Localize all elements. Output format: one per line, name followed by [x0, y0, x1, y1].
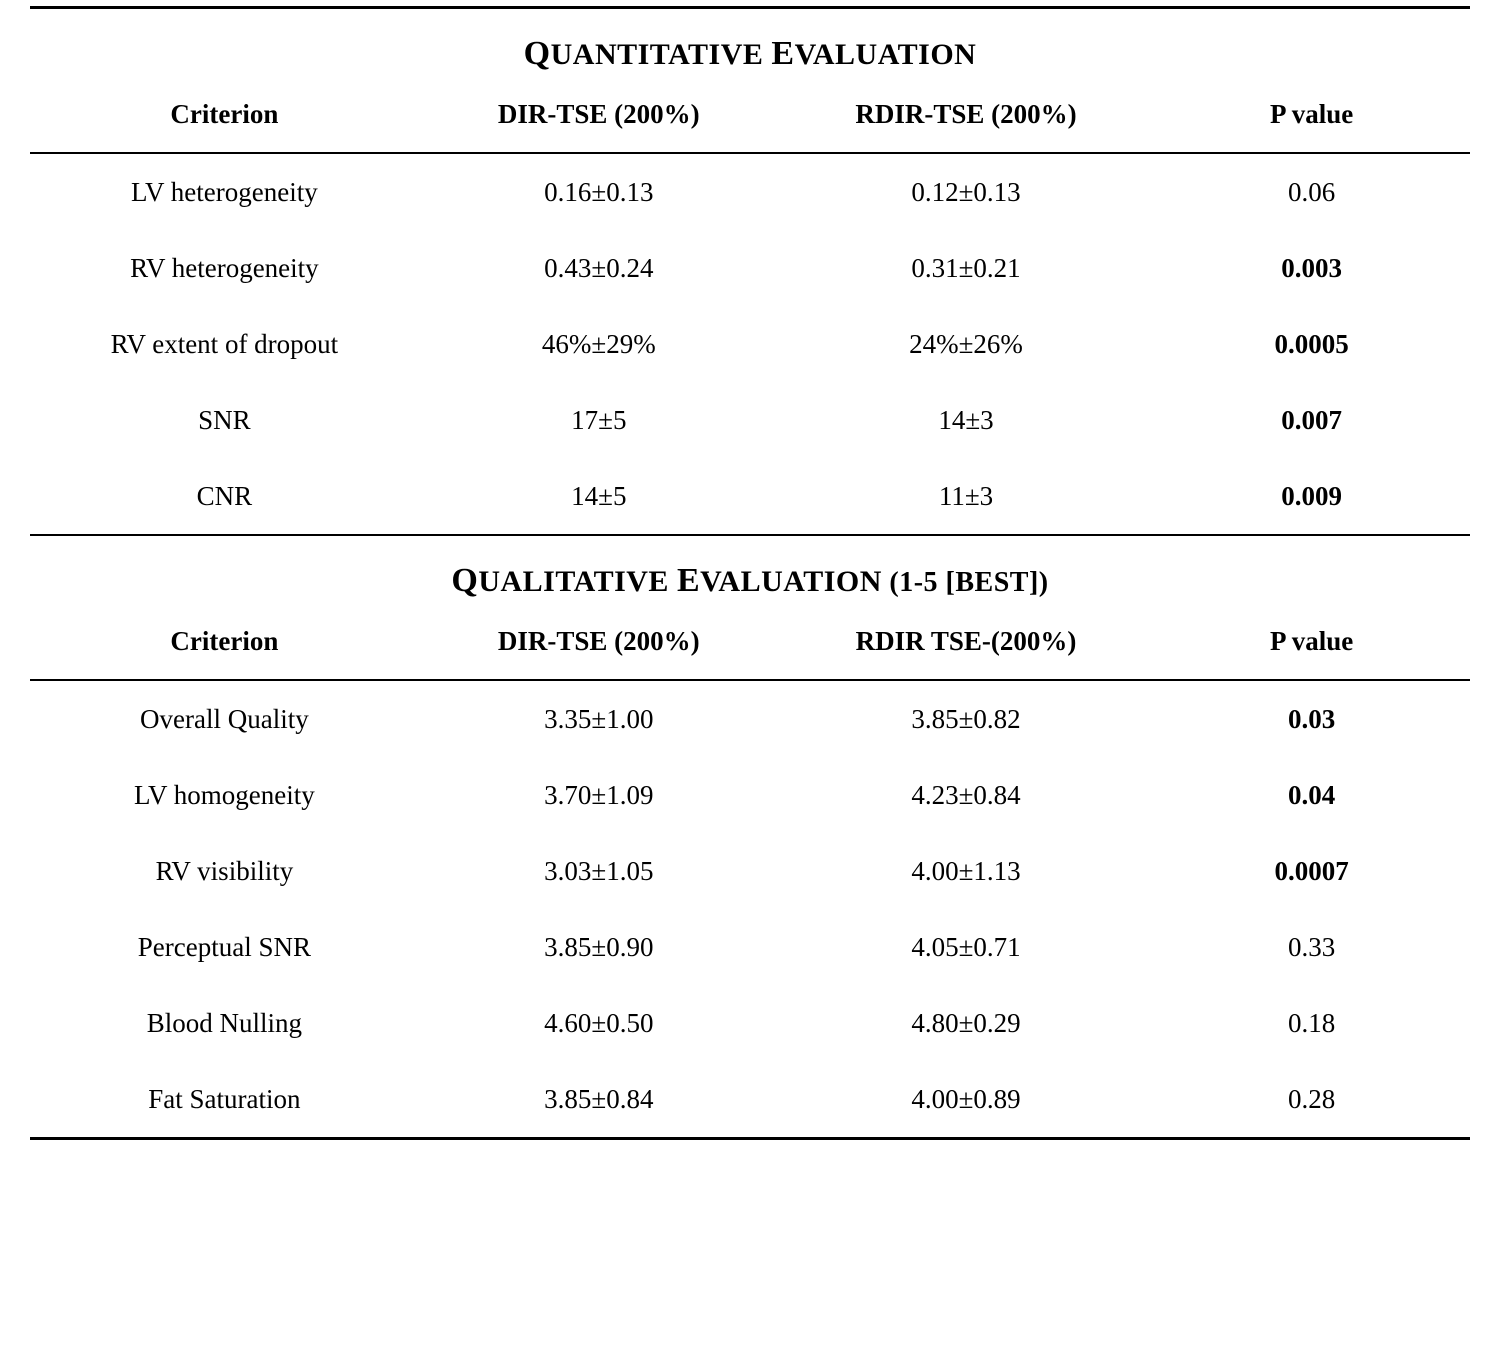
caption-body-1a: UANTITATIVE — [550, 38, 772, 71]
cell-criterion: Blood Nulling — [146, 1007, 303, 1038]
cell-dir-tse: 3.70±1.09 — [544, 779, 654, 810]
table-row — [30, 1061, 1470, 1137]
column-header-criterion: Criterion — [170, 626, 279, 656]
cell-rdir-tse: 24%±26% — [909, 328, 1023, 359]
cell-criterion: RV visibility — [155, 855, 294, 886]
caption-tail-2: (1-5 [BEST]) — [881, 567, 1049, 598]
table-row — [30, 985, 1470, 1061]
cell-criterion: LV heterogeneity — [131, 176, 318, 207]
table-row — [30, 833, 1470, 909]
table-row — [30, 230, 1470, 306]
caption-body-1b: VALUATION — [794, 38, 977, 71]
cell-p-value: 0.0007 — [1274, 855, 1349, 886]
table-row — [30, 154, 1470, 230]
cell-criterion: Perceptual SNR — [137, 931, 312, 962]
table-row — [30, 681, 1470, 757]
caption-initial-e1: E — [771, 35, 795, 72]
cell-rdir-tse: 4.00±1.13 — [911, 855, 1021, 886]
cell-dir-tse: 3.35±1.00 — [544, 703, 654, 734]
cell-p-value: 0.003 — [1281, 252, 1342, 283]
cell-dir-tse: 3.03±1.05 — [544, 855, 654, 886]
qualitative-table-wrap — [30, 622, 1470, 1137]
cell-p-value: 0.0005 — [1274, 328, 1349, 359]
cell-criterion: RV heterogeneity — [130, 252, 319, 283]
cell-dir-tse: 14±5 — [571, 480, 627, 511]
cell-rdir-tse: 11±3 — [938, 480, 994, 511]
table-row — [30, 458, 1470, 534]
cell-criterion: RV extent of dropout — [110, 328, 339, 359]
qualitative-evaluation-caption — [30, 536, 1470, 622]
cell-dir-tse: 3.85±0.84 — [544, 1083, 654, 1114]
cell-p-value: 0.18 — [1287, 1007, 1336, 1038]
cell-dir-tse: 17±5 — [571, 404, 627, 435]
column-header-p-value: P value — [1269, 626, 1354, 656]
qualitative-table-body — [30, 681, 1470, 1137]
cell-criterion: SNR — [198, 404, 251, 435]
cell-rdir-tse: 0.12±0.13 — [911, 176, 1021, 207]
table-row — [30, 382, 1470, 458]
cell-p-value: 0.06 — [1287, 176, 1336, 207]
column-header-dir-tse: DIR-TSE (200%) — [497, 99, 700, 129]
column-header-rdir-tse: RDIR-TSE (200%) — [855, 99, 1077, 129]
caption-initial-q1: Q — [523, 35, 551, 72]
bottom-border-rule — [30, 1137, 1470, 1140]
cell-p-value: 0.009 — [1281, 480, 1342, 511]
cell-criterion: CNR — [196, 480, 253, 511]
quantitative-table-head — [30, 95, 1470, 152]
cell-dir-tse: 0.16±0.13 — [544, 176, 654, 207]
cell-p-value: 0.007 — [1281, 404, 1342, 435]
table-row — [30, 757, 1470, 833]
quantitative-evaluation-body-table — [30, 154, 1470, 534]
cell-dir-tse: 0.43±0.24 — [544, 252, 654, 283]
cell-rdir-tse: 4.00±0.89 — [911, 1083, 1021, 1114]
cell-dir-tse: 46%±29% — [541, 328, 656, 359]
cell-criterion: Overall Quality — [140, 703, 309, 734]
table-row — [30, 306, 1470, 382]
caption-body-2a: UALITATIVE — [478, 565, 677, 598]
cell-p-value: 0.28 — [1287, 1083, 1336, 1114]
table-header-row — [30, 95, 1470, 152]
table-page — [0, 6, 1500, 1350]
quantitative-evaluation-caption — [30, 9, 1470, 95]
cell-p-value: 0.04 — [1287, 779, 1336, 810]
cell-rdir-tse: 4.23±0.84 — [911, 779, 1021, 810]
cell-rdir-tse: 14±3 — [938, 404, 994, 435]
quantitative-evaluation-table — [30, 95, 1470, 152]
cell-rdir-tse: 0.31±0.21 — [911, 252, 1021, 283]
qualitative-evaluation-table — [30, 622, 1470, 679]
cell-rdir-tse: 3.85±0.82 — [911, 703, 1021, 734]
quantitative-table-body — [30, 154, 1470, 534]
cell-p-value: 0.03 — [1287, 703, 1336, 734]
qualitative-table-head — [30, 622, 1470, 679]
caption-initial-q2: Q — [451, 562, 479, 599]
table-row — [30, 909, 1470, 985]
cell-dir-tse: 3.85±0.90 — [544, 931, 654, 962]
qualitative-evaluation-body-table — [30, 681, 1470, 1137]
cell-dir-tse: 4.60±0.50 — [544, 1007, 654, 1038]
caption-initial-e2: E — [676, 562, 701, 599]
cell-criterion: Fat Saturation — [148, 1083, 301, 1114]
column-header-criterion: Criterion — [170, 99, 279, 129]
column-header-dir-tse: DIR-TSE (200%) — [497, 626, 700, 656]
column-header-rdir-tse: RDIR TSE-(200%) — [855, 626, 1077, 656]
cell-rdir-tse: 4.80±0.29 — [911, 1007, 1021, 1038]
table-header-row — [30, 622, 1470, 679]
cell-p-value: 0.33 — [1287, 931, 1336, 962]
caption-body-2b: VALUATION — [700, 565, 882, 598]
cell-criterion: LV homogeneity — [134, 779, 315, 810]
quantitative-table-wrap — [30, 95, 1470, 534]
cell-rdir-tse: 4.05±0.71 — [911, 931, 1021, 962]
column-header-p-value: P value — [1269, 99, 1354, 129]
